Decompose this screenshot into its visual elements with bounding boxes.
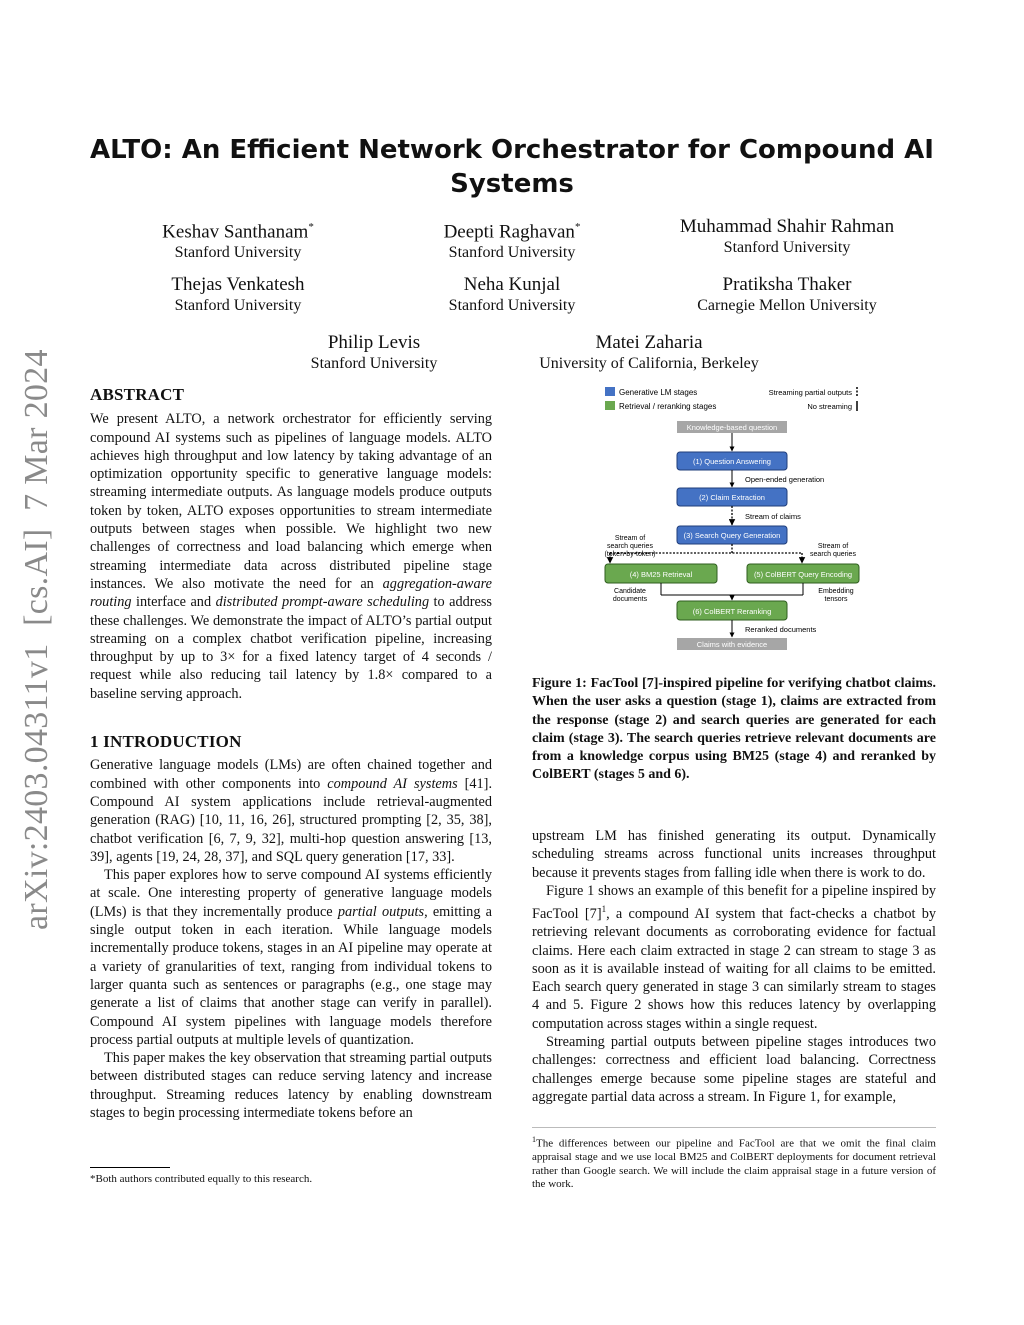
abstract-emphasis: aggregation-aware routing (90, 575, 492, 611)
right-text-part: Figure 1 shows an example of this benefit for a pipeline inspired by FacTool [7] (532, 882, 936, 922)
author-name: Pratiksha Thaker (722, 274, 852, 295)
stage6-label: (6) ColBERT Reranking (692, 607, 772, 616)
author-affiliation: Stanford University (310, 355, 438, 372)
left-stream-label-2: search queries (607, 543, 653, 550)
author-affiliation: Stanford University (448, 244, 576, 262)
author-name: Deepti Raghavan (443, 221, 575, 243)
intro-paragraph-3: This paper makes the key observation that streaming partial outputs between distributed stages can reduce serving latency and increase throughput. Streaming reduces latency by enabling downstream stages to begin processing intermediate tokens before an (90, 1050, 492, 1121)
author-block (637, 216, 937, 258)
legend-streaming-label: Streaming partial outputs (768, 388, 852, 397)
footnote-rule (90, 1167, 170, 1168)
abstract-text-part: interface and (131, 594, 216, 611)
right-stream-label-2: search queries (810, 551, 856, 558)
intro-text-part: , emitting a single output token in each iteration. While language models incrementally produce tokens, stages in an AI pipeline may operate at a variety of granularities of text, ranging from individual tokens to larger quanta such as sentences or paragraphs (e.g., one stage may generate a list of claims that another stage can verify in parallel). Compound AI system pipelines with language models therefore process partial outputs at multiple levels of quantization. (90, 903, 492, 1048)
figure-1-caption: Figure 1: FacTool [7]-inspired pipeline for verifying chatbot claims. When the user asks a question (stage 1), claims are extracted from the response (stage 2) and search queries are generated for each claim (stage 3). The search queries retrieve relevant documents are from a knowledge corpus using BM25 (stage 4) and reranked by ColBERT (stages 5 and 6). (532, 676, 936, 783)
right-paragraph-1: upstream LM has finished generating its output. Dynamically scheduling streams across functional units increases throughput because it prevents stages from falling idle when there is work to do. (532, 828, 936, 881)
author-block (224, 332, 524, 374)
author-name: Thejas Venkatesh (171, 274, 305, 295)
legend-lm-label: Generative LM stages (619, 388, 698, 397)
author-block (88, 274, 388, 316)
author-name: Keshav Santhanam (162, 221, 309, 243)
legend-retrieval-swatch (605, 401, 615, 410)
right-stream-label-1: Stream of (817, 543, 849, 550)
intro-emphasis: partial outputs (337, 903, 425, 920)
author-block (362, 216, 662, 263)
right-paragraph-3: Streaming partial outputs between pipeline stages introduces two challenges: correctness and efficient load balancing. Correctness challenges emerge because some pipeline stages are stateful and aggregate partial data across a stream. In Figure 1, for example, (532, 1034, 936, 1105)
legend-lm-swatch (605, 387, 615, 396)
author-block (88, 216, 388, 263)
author-name: Matei Zaharia (595, 332, 703, 353)
input-question-label: Knowledge-based question (686, 423, 778, 432)
arxiv-identifier: arXiv:2403.04311v1 [cs.AI] 7 Mar 2024 (18, 349, 55, 930)
stage5-label: (5) ColBERT Query Encoding (753, 570, 853, 579)
abstract-text-part: to address these challenges. We demonstrate the impact of ALTO’s partial output streaming on a complex chatbot verification pipeline, increasing throughput by up to 3× for a fixed latency target of 4 seconds / request while also reducing tail latency by 1.8× compared to a baseline serving approach. (90, 594, 492, 702)
author-affiliation: Stanford University (448, 297, 576, 314)
right-footnote-rule (532, 1127, 936, 1128)
left-stream-label-3: (token-by-token) (604, 551, 656, 558)
output-claims-label: Claims with evidence (696, 640, 768, 649)
footnote-equal-contribution: *Both authors contributed equally to this research. (90, 1173, 313, 1185)
author-name: Muhammad Shahir Rahman (679, 216, 895, 237)
footnote-text: The differences between our pipeline and FacTool are that we omit the final claim appraisal stage and we use local BM25 and ColBERT deployments for document retrieval rather than Google search. We will include the claim appraisal stage in a future version of the work. (532, 1137, 936, 1191)
figure-1-pipeline-diagram (600, 382, 864, 652)
paper-title (90, 133, 934, 201)
right-paragraph-2 (532, 882, 936, 1033)
author-block (499, 332, 799, 374)
author-affiliation: Stanford University (723, 239, 851, 256)
legend-retrieval-label: Retrieval / reranking stages (619, 402, 717, 411)
author-name: Philip Levis (327, 332, 421, 353)
author-block (637, 274, 937, 316)
intro-paragraph-2 (90, 866, 492, 1049)
right-text-part: , a compound AI system that fact-checks a chatbot by retrieving relevant documents as corroborating evidence for factual claims. Here each claim extracted in stage 2 can stream to stage 3 as soon as it is available instead of waiting for all claims to be emitted. Each search query generated in stage 3 can similarly stream to stages 4 and 5. Figure 2 shows how this reduces latency by overlapping computation across stages within a single request. (532, 905, 936, 1032)
title-line-2: Systems (450, 169, 574, 199)
abstract-heading: ABSTRACT (90, 385, 185, 404)
author-name: Neha Kunjal (463, 274, 561, 295)
introduction-heading: 1 INTRODUCTION (90, 732, 242, 752)
stage3-label: (3) Search Query Generation (683, 531, 781, 540)
abstract-emphasis: distributed prompt-aware scheduling (215, 594, 430, 611)
abstract-text-part: We present ALTO, a network orchestrator for efficiently serving compound AI systems such as pipelines of language models. ALTO achieves high throughput and low latency by taking advantage of an optimization opportunity specific to generative language models: streaming intermediate outputs. As language models produce outputs token by token, ALTO exposes opportunities to stream intermediate outputs between stages when possible. We highlight two new challenges of correctness and load balancing which emerge when streaming intermediate data across distributed pipeline stage instances. We also motivate the need for an (90, 411, 492, 592)
edge1-label: Open-ended generation (745, 475, 825, 484)
intro-emphasis: compound AI systems (327, 775, 458, 792)
footnote-reference: 1 (601, 904, 607, 915)
author-affiliation: University of California, Berkeley (539, 355, 759, 372)
intro-text-part: Generative language models (LMs) are often chained together and combined with other components into (90, 757, 492, 792)
footnote-mark: 1 (532, 1135, 536, 1144)
edge6-label: Reranked documents (745, 625, 817, 634)
candidate-docs-label-1: Candidate (614, 588, 646, 595)
author-affiliation: Carnegie Mellon University (697, 297, 877, 314)
intro-text-part: This paper explores how to serve compound AI systems efficiently at scale. One interesting property of generative language models (LMs) is that they incrementally produce (90, 867, 492, 920)
intro-paragraph-1 (90, 756, 492, 866)
embedding-label-2: tensors (824, 596, 848, 603)
footnote-1 (532, 1133, 936, 1192)
intro-text-part: [41]. Compound AI system applications include retrieval-augmented generation (RAG) [10, 11, 16, 26], structured prompting [2, 35, 38], chatbot verification [6, 7, 9, 32], multi-hop question answering [13, 39], agents [19, 24, 28, 37], and SQL query generation [17, 33]. (90, 775, 493, 865)
edge2-label: Stream of claims (745, 512, 801, 521)
left-stream-label-1: Stream of (614, 535, 646, 542)
author-affiliation: Stanford University (174, 297, 302, 314)
abstract-text (90, 410, 492, 703)
right-column (532, 827, 936, 1106)
candidate-docs-label-2: documents (612, 596, 648, 603)
author-affiliation: Stanford University (174, 244, 302, 262)
legend-nostream-label: No streaming (807, 402, 852, 411)
stage1-label: (1) Question Answering (693, 457, 771, 466)
author-mark: * (574, 221, 581, 233)
stage4-label: (4) BM25 Retrieval (629, 570, 693, 579)
author-block (362, 274, 662, 316)
embedding-label-1: Embedding (818, 588, 854, 595)
title-line-1: ALTO: An Efficient Network Orchestrator for Compound AI (90, 135, 934, 165)
left-column (90, 386, 492, 1122)
author-mark: * (308, 221, 314, 233)
stage2-label: (2) Claim Extraction (699, 493, 765, 502)
